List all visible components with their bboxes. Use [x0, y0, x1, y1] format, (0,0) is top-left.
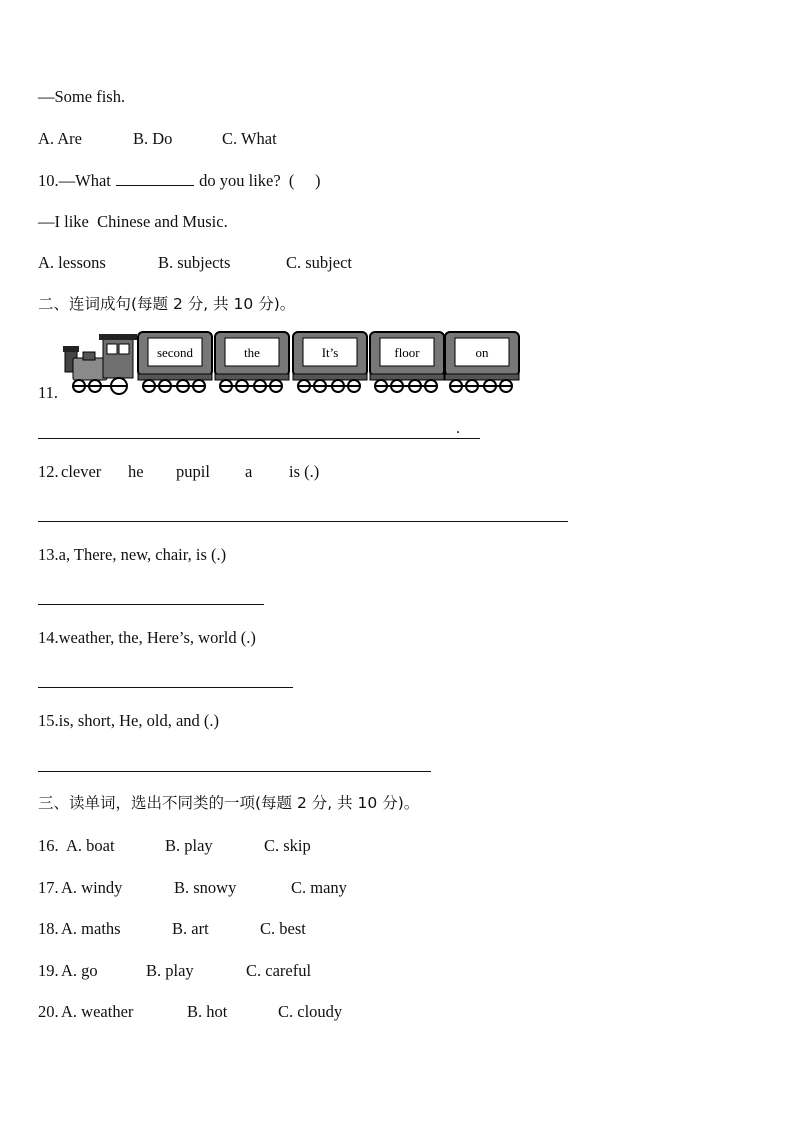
q12-word-3: pupil — [176, 462, 210, 481]
q10-blank[interactable] — [116, 170, 194, 186]
q16-option-c[interactable]: C. skip — [264, 836, 311, 855]
q17-option-b[interactable]: B. snowy — [174, 878, 237, 897]
q18-option-b[interactable]: B. art — [172, 919, 209, 938]
q18-option-c[interactable]: C. best — [260, 919, 306, 938]
q18-option-a[interactable]: A. maths — [61, 919, 121, 938]
q10-option-b[interactable]: B. subjects — [158, 253, 231, 272]
train-car-3-word: It’s — [321, 345, 339, 360]
q14-answer-line[interactable] — [38, 687, 293, 688]
q10-answer-line: —I like Chinese and Music. — [38, 212, 228, 231]
q12-answer-line[interactable] — [38, 521, 568, 522]
train-car-1-word: second — [156, 345, 194, 360]
train-car-4-word: floor — [394, 345, 420, 360]
q12-word-5: is (.) — [289, 462, 320, 481]
q20-number: 20. — [38, 1002, 59, 1021]
q10-suffix: do you like? ( ) — [194, 171, 321, 190]
q10-prefix: 10.—What — [38, 171, 115, 190]
q20-option-c[interactable]: C. cloudy — [278, 1002, 343, 1021]
q12-word-4: a — [245, 462, 253, 481]
train-illustration — [63, 330, 523, 398]
q13-question: 13.a, There, new, chair, is (.) — [38, 545, 227, 564]
q15-answer-line[interactable] — [38, 771, 431, 772]
q16-number: 16. — [38, 836, 63, 855]
q10-option-c[interactable]: C. subject — [286, 253, 352, 272]
q19-option-c[interactable]: C. careful — [246, 961, 312, 980]
q18-number: 18. — [38, 919, 59, 938]
train-car-2 — [215, 332, 289, 392]
section2-heading: 二、连词成句(每题 2 分, 共 10 分)。 — [38, 295, 296, 313]
q17-option-c[interactable]: C. many — [291, 878, 347, 897]
train-car-5-word: on — [475, 345, 489, 360]
train-car-3 — [293, 332, 367, 392]
q12-word-2: he — [128, 462, 144, 481]
q10-option-a[interactable]: A. lessons — [38, 253, 106, 272]
q17-option-a[interactable]: A. windy — [61, 878, 123, 897]
q17-number: 17. — [38, 878, 59, 897]
train-car-5 — [445, 332, 519, 392]
q16-option-b[interactable]: B. play — [165, 836, 213, 855]
q10-question — [38, 170, 321, 191]
q20-option-a[interactable]: A. weather — [61, 1002, 134, 1021]
q9-option-c[interactable]: C. What — [222, 129, 277, 148]
q11-number: 11. — [38, 383, 59, 402]
q11-end-mark: . — [456, 420, 460, 437]
q19-option-b[interactable]: B. play — [146, 961, 194, 980]
q11-answer-line[interactable] — [38, 438, 480, 439]
section3-heading: 三、读单词，选出不同类的一项(每题 2 分, 共 10 分)。 — [38, 794, 420, 812]
q14-question: 14.weather, the, Here’s, world (.) — [38, 628, 256, 647]
q15-question: 15.is, short, He, old, and (.) — [38, 711, 220, 730]
locomotive-icon — [63, 334, 137, 394]
q20-option-b[interactable]: B. hot — [187, 1002, 228, 1021]
train-car-4 — [370, 332, 444, 392]
q13-answer-line[interactable] — [38, 604, 264, 605]
q12-word-1: clever — [61, 462, 102, 481]
q19-option-a[interactable]: A. go — [61, 961, 98, 980]
q9-option-a[interactable]: A. Are — [38, 129, 82, 148]
train-car-1 — [138, 332, 212, 392]
q16-option-a[interactable]: A. boat — [66, 836, 115, 855]
train-car-2-word: the — [244, 345, 260, 360]
q19-number: 19. — [38, 961, 59, 980]
q12-question — [38, 462, 59, 482]
q9-option-b[interactable]: B. Do — [133, 129, 173, 148]
q12-number: 12. — [38, 462, 59, 481]
q9-answer-line: —Some fish. — [38, 87, 126, 106]
